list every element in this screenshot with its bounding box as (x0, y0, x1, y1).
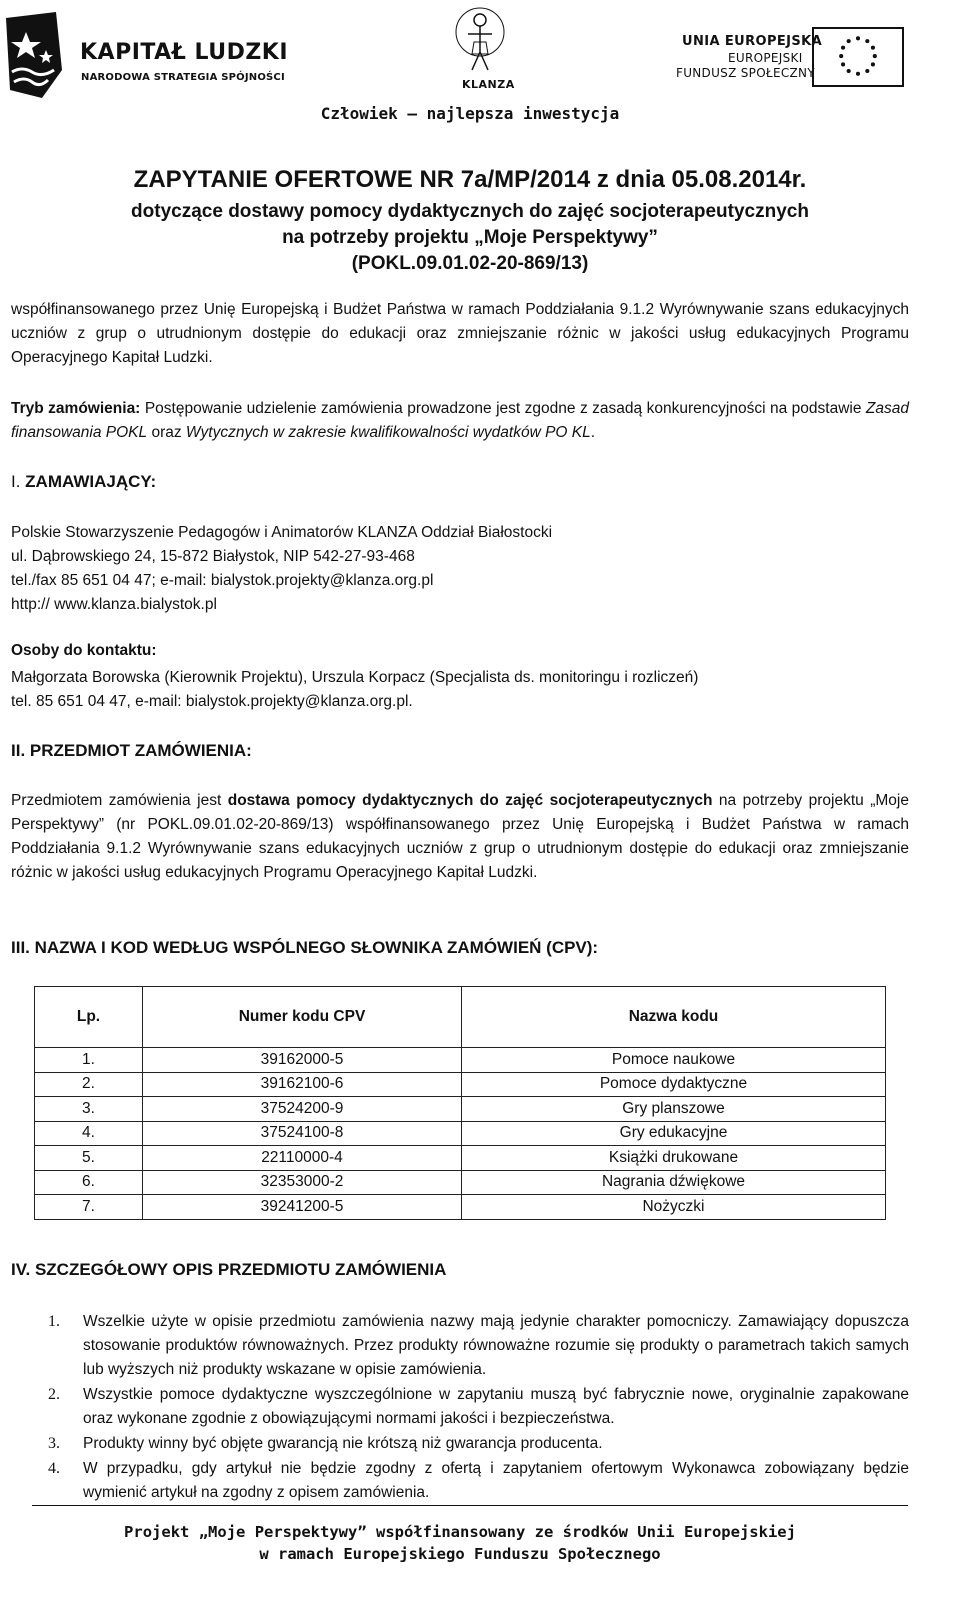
title-line-3: (POKL.09.01.02-20-869/13) (351, 253, 589, 274)
cpv-code: 39162100-6 (143, 1072, 462, 1097)
cpv-lp: 6. (35, 1170, 143, 1195)
title-line-1: dotyczące dostawy pomocy dydaktycznych do zajęć socjoterapeutycznych (131, 201, 809, 222)
org-street: ul. Dąbrowskiego 24, 15-872 Białystok, NIP 542-27-93-468 (11, 548, 415, 565)
cpv-name: Pomoce dydaktyczne (462, 1072, 886, 1097)
footer-line-1: Projekt „Moje Perspektywy” współfinansowany ze środków Unii Europejskiej (124, 1523, 796, 1541)
list-item (11, 1383, 909, 1431)
section-2-text-1: Przedmiotem zamówienia jest (11, 792, 228, 809)
table-row (35, 1195, 886, 1220)
table-row (35, 1048, 886, 1073)
contact-heading: Osoby do kontaktu: (11, 642, 157, 659)
cpv-name: Pomoce naukowe (462, 1048, 886, 1073)
cpv-col-code: Numer kodu CPV (143, 987, 462, 1048)
org-name: Polskie Stowarzyszenie Pedagogów i Animatorów KLANZA Oddział Białostocki (11, 524, 553, 541)
cpv-lp: 3. (35, 1097, 143, 1122)
section-1-roman: I. (11, 472, 21, 491)
kapital-ludzki-emblem-icon (4, 10, 64, 100)
eu-logo (676, 24, 956, 94)
list-item-text: Produkty winny być objęte gwarancją nie krótszą niż gwarancja producenta. (83, 1435, 603, 1452)
klanza-logo (440, 2, 520, 97)
kapital-ludzki-name: KAPITAŁ LUDZKI (80, 40, 289, 65)
list-item (11, 1432, 909, 1456)
contact-phone: tel. 85 651 04 47, e-mail: bialystok.projekty@klanza.org.pl. (11, 693, 413, 710)
org-phone: tel./fax 85 651 04 47; e-mail: bialystok.projekty@klanza.org.pl (11, 572, 434, 589)
contracting-authority-address (11, 521, 552, 617)
cpv-lp: 5. (35, 1146, 143, 1171)
cpv-col-lp: Lp. (35, 987, 143, 1048)
tryb-italic-2: Wytycznych w zakresie kwalifikowalności wydatków PO KL (185, 424, 591, 441)
title-line-2: na potrzeby projektu „Moje Perspektywy” (282, 227, 658, 248)
cpv-lp: 7. (35, 1195, 143, 1220)
klanza-label: KLANZA (462, 78, 515, 91)
document-title: ZAPYTANIE OFERTOWE NR 7a/MP/2014 z dnia 05.08.2014r. (133, 166, 807, 193)
list-item-text: Wszelkie użyte w opisie przedmiotu zamówienia nazwy mają jedynie charakter pomocniczy. Zamawiający dopuszcza stosowanie produktów równoważnych. Przez produkty równoważne rozumie się produkty o parametrach takich samych lub wyższych niż produkty wskazane w opisie zamówienia. (83, 1313, 909, 1378)
tryb-text-3: . (590, 424, 596, 441)
table-row (35, 1121, 886, 1146)
section-1-title: ZAMAWIAJĄCY: (20, 472, 157, 491)
cpv-code: 39241200-5 (143, 1195, 462, 1220)
org-website: http:// www.klanza.bialystok.pl (11, 596, 217, 613)
section-4-list (11, 1310, 909, 1506)
tryb-text-1: Postępowanie udzielenie zamówienia prowadzone jest zgodne z zasadą konkurencyjności na podstawie (140, 400, 866, 417)
list-item-number: 4. (48, 1460, 60, 1477)
list-item-number: 2. (48, 1386, 60, 1403)
cpv-name: Książki drukowane (462, 1146, 886, 1171)
kapital-ludzki-logo (4, 10, 304, 100)
cpv-lp: 4. (35, 1121, 143, 1146)
table-row (35, 1072, 886, 1097)
cpv-name: Gry planszowe (462, 1097, 886, 1122)
cpv-name: Nożyczki (462, 1195, 886, 1220)
contact-people: Małgorzata Borowska (Kierownik Projektu), Urszula Korpacz (Specjalista ds. monitoringu i rozliczeń) (11, 669, 699, 686)
list-item (11, 1310, 909, 1382)
section-2-bold: dostawa pomocy dydaktycznych do zajęć socjoterapeutycznych (227, 792, 713, 809)
tryb-paragraph (11, 397, 909, 445)
tagline: Człowiek – najlepsza inwestycja (320, 104, 620, 123)
section-3-heading: III. NAZWA I KOD WEDŁUG WSPÓLNEGO SŁOWNIKA ZAMÓWIEŃ (CPV): (11, 938, 599, 957)
tryb-label: Tryb zamówienia: (11, 400, 141, 417)
section-2-text-2: na potrzeby projektu „Moje Perspektywy” (nr POKL.09.01.02-20-869/13) współfinansowanego przez Unię Europejską i Budżet Państwa w ramach Poddziałania 9.1.2 Wyrównywanie szans edukacyjnych uczniów z grup o utrudnionym dostępie do edukacji oraz zmniejszanie różnic w jakości usług edukacyjnych Programu Operacyjnego Kapitał Ludzki. (11, 792, 909, 881)
list-item-text: Wszystkie pomoce dydaktyczne wyszczególnione w zapytaniu muszą być fabrycznie nowe, oryginalnie zapakowane oraz wykonane zgodnie z obowiązującymi normami jakości i bezpieczeństwa. (83, 1386, 909, 1427)
cpv-name: Gry edukacyjne (462, 1121, 886, 1146)
tryb-italic-1: Zasad finansowania POKL (11, 400, 910, 441)
cpv-code: 22110000-4 (143, 1146, 462, 1171)
list-item-text: W przypadku, gdy artykuł nie będzie zgodny z ofertą i zapytaniem ofertowym Wykonawca zobowiązany będzie wymienić artykuł na zgodny z opisem zamówienia. (83, 1460, 909, 1501)
tryb-text-2: oraz (147, 424, 186, 441)
cpv-header-row (35, 987, 886, 1048)
list-item-number: 3. (48, 1435, 60, 1452)
table-row (35, 1146, 886, 1171)
table-row (35, 1170, 886, 1195)
cpv-code: 32353000-2 (143, 1170, 462, 1195)
contact-details (11, 666, 698, 714)
cpv-lp: 2. (35, 1072, 143, 1097)
eu-line1: UNIA EUROPEJSKA (682, 34, 823, 49)
cpv-lp: 1. (35, 1048, 143, 1073)
section-2-heading: II. PRZEDMIOT ZAMÓWIENIA: (11, 741, 252, 760)
kapital-ludzki-subtitle: NARODOWA STRATEGIA SPÓJNOŚCI (81, 72, 285, 83)
list-item (11, 1457, 909, 1505)
cpv-code: 37524200-9 (143, 1097, 462, 1122)
footer-divider (32, 1505, 908, 1506)
footer-line-2: w ramach Europejskiego Funduszu Społecznego (259, 1545, 661, 1563)
intro-paragraph: współfinansowanego przez Unię Europejską i Budżet Państwa w ramach Poddziałania 9.1.2 Wyrównywanie szans edukacyjnych uczniów z grup o utrudnionym dostępie do edukacji oraz zmniejszanie różnic w jakości usług edukacyjnych Programu Operacyjnego Kapitał Ludzki. (11, 301, 909, 366)
eu-flag-icon (812, 27, 904, 87)
cpv-col-name: Nazwa kodu (462, 987, 886, 1048)
cpv-code: 37524100-8 (143, 1121, 462, 1146)
cpv-name: Nagrania dźwiękowe (462, 1170, 886, 1195)
eu-line2: EUROPEJSKI (728, 51, 803, 65)
eu-line3: FUNDUSZ SPOŁECZNY (676, 66, 815, 80)
section-2-paragraph (11, 789, 909, 885)
page-header (0, 0, 960, 130)
cpv-table (34, 986, 886, 1220)
list-item-number: 1. (48, 1313, 60, 1330)
section-1-heading (11, 472, 156, 492)
section-4-heading: IV. SZCZEGÓŁOWY OPIS PRZEDMIOTU ZAMÓWIENIA (11, 1260, 447, 1279)
cpv-code: 39162000-5 (143, 1048, 462, 1073)
table-row (35, 1097, 886, 1122)
